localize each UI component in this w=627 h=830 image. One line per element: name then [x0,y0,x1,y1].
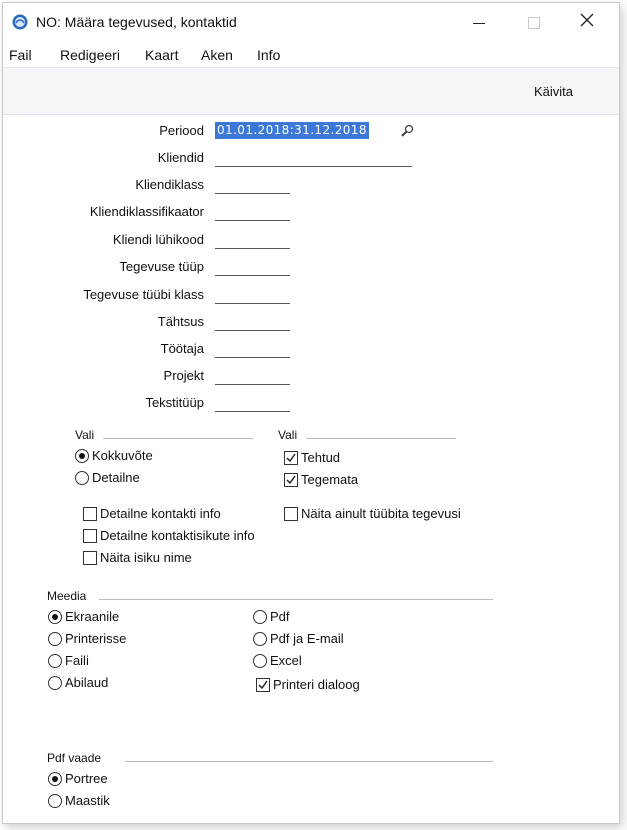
naita-isiku-nime-label: Näita isiku nime [100,550,192,565]
maastik-label: Maastik [65,793,110,808]
ekraanile-radio[interactable] [48,610,62,624]
vali-right-divider [306,438,456,439]
kliendi-luhikood-field[interactable] [215,231,290,249]
printeri-dialoog-checkbox[interactable] [256,678,270,692]
checkmark-icon [258,680,268,690]
minimize-button[interactable] [456,3,502,41]
abilaud-radio[interactable] [48,676,62,690]
tootaja-field[interactable] [215,340,290,358]
faili-radio[interactable] [48,654,62,668]
printerisse-label: Printerisse [65,631,127,646]
kokkuvote-label: Kokkuvõte [92,448,153,463]
pdf-vaade-divider [125,761,493,762]
detailne-kontaktisikute-info-label: Detailne kontaktisikute info [100,528,255,543]
pdf-radio[interactable] [253,610,267,624]
kliendid-label: Kliendid [157,150,204,165]
projekt-field[interactable] [215,367,290,385]
report-window [2,2,620,824]
ekraanile-label: Ekraanile [65,609,120,624]
tegemata-checkbox[interactable] [284,473,298,487]
menu-redigeeri[interactable]: Redigeeri [60,47,120,63]
button-bar [3,67,619,115]
tehtud-checkbox[interactable] [284,451,298,465]
detailne-kontakti-info-label: Detailne kontakti info [100,506,221,521]
pdf-ja-email-radio[interactable] [253,632,267,646]
tekstituup-field[interactable] [215,394,290,412]
kliendi-luhikood-label: Kliendi lühikood [112,232,204,247]
menu-kaart[interactable]: Kaart [145,47,179,63]
kliendiklass-field[interactable] [215,176,290,194]
menu-bar [3,41,619,67]
tegevuse-tuubi-klass-label: Tegevuse tüübi klass [83,287,204,302]
kliendiklassifikaator-field[interactable] [215,203,290,221]
meedia-divider [99,599,493,600]
excel-radio[interactable] [253,654,267,668]
app-icon [12,14,28,30]
kokkuvote-radio[interactable] [75,449,89,463]
tegevuse-tuup-label: Tegevuse tüüp [119,259,204,274]
meedia-title: Meedia [47,589,87,603]
periood-value: 01.01.2018:31.12.2018 [217,123,367,137]
menu-fail[interactable]: Fail [9,47,32,63]
periood-field[interactable] [215,122,383,139]
periood-label: Periood [159,123,204,138]
run-button[interactable]: Käivita [534,84,574,99]
abilaud-label: Abilaud [65,675,109,690]
menu-aken[interactable]: Aken [201,47,233,63]
portree-radio[interactable] [48,772,62,786]
vali-left-divider [103,438,253,439]
tegevuse-tuubi-klass-field[interactable] [215,286,290,304]
excel-label: Excel [270,653,302,668]
vali-left-title: Vali [75,428,95,442]
maastik-radio[interactable] [48,794,62,808]
search-icon[interactable] [400,124,414,138]
projekt-label: Projekt [163,368,204,383]
close-icon [580,13,594,27]
printerisse-radio[interactable] [48,632,62,646]
naita-ainult-tuubita-label: Näita ainult tüübita tegevusi [301,506,461,521]
kliendid-field[interactable] [215,149,412,167]
tahtsus-label: Tähtsus [157,314,204,329]
naita-ainult-tuubita-checkbox[interactable] [284,507,298,521]
detailne-kontakti-info-checkbox[interactable] [83,507,97,521]
tootaja-label: Töötaja [160,341,204,356]
portree-label: Portree [65,771,108,786]
pdf-vaade-title: Pdf vaade [47,751,102,765]
detailne-kontaktisikute-info-checkbox[interactable] [83,529,97,543]
tahtsus-field[interactable] [215,313,290,331]
tegevuse-tuup-field[interactable] [215,258,290,276]
tehtud-label: Tehtud [301,450,341,465]
kliendiklassifikaator-label: Kliendiklassifikaator [89,204,204,219]
checkmark-icon [286,453,296,463]
printeri-dialoog-label: Printeri dialoog [273,677,360,692]
maximize-button[interactable] [511,3,557,41]
pdf-label: Pdf [270,609,290,624]
tegemata-label: Tegemata [301,472,359,487]
faili-label: Faili [65,653,89,668]
menu-info[interactable]: Info [257,47,281,63]
detailne-radio[interactable] [75,471,89,485]
minimize-icon [473,23,485,24]
maximize-icon [528,17,540,29]
title-bar[interactable] [3,3,619,41]
detailne-label: Detailne [92,470,140,485]
pdf-ja-email-label: Pdf ja E-mail [270,631,344,646]
vali-right-title: Vali [278,428,298,442]
window-title: NO: Määra tegevused, kontaktid [36,14,237,30]
kliendiklass-label: Kliendiklass [135,177,204,192]
tekstituup-label: Tekstitüüp [145,395,204,410]
naita-isiku-nime-checkbox[interactable] [83,551,97,565]
close-button[interactable] [565,3,611,41]
checkmark-icon [286,475,296,485]
